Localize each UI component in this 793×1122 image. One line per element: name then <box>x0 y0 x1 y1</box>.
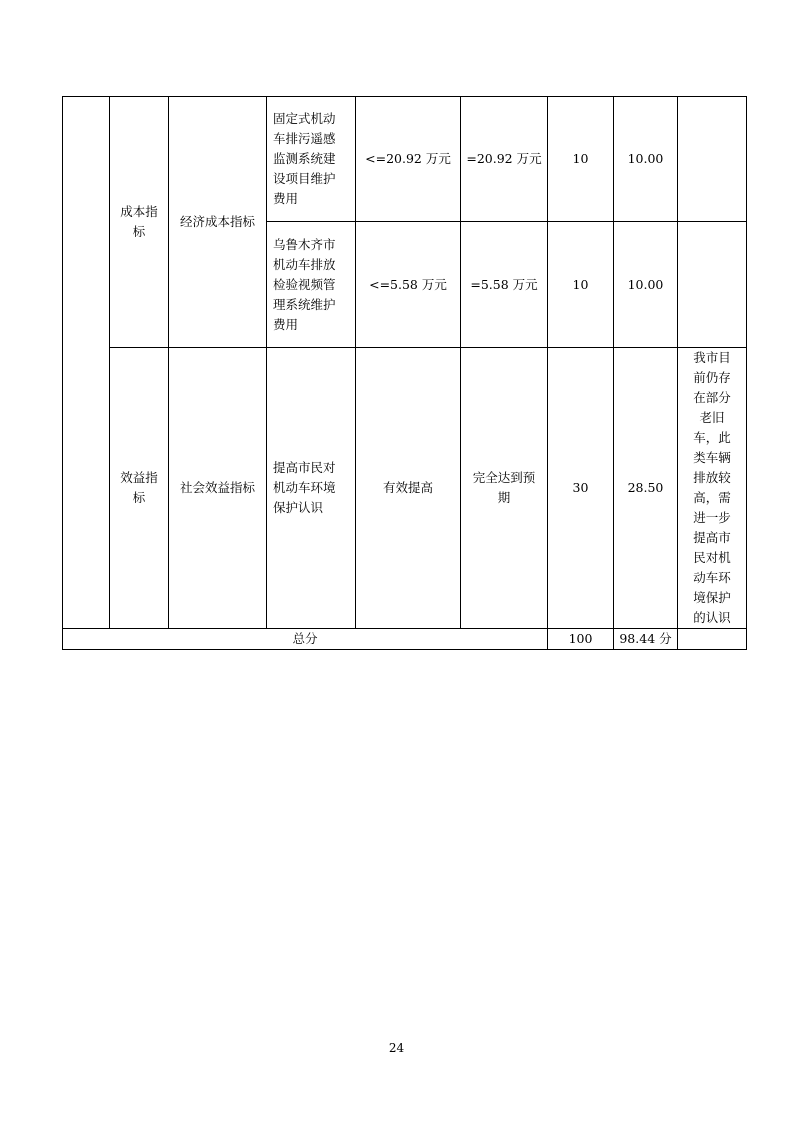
indicator-name: 乌鲁木齐市机动车排放检验视频管理系统维护费用 <box>273 236 336 332</box>
weight-value: 10 <box>572 276 589 292</box>
level2-indicator: 经济成本指标 <box>179 214 255 229</box>
score-cell <box>614 97 678 222</box>
actual-value: =20.92 万元 <box>466 151 542 166</box>
level2-indicator-cell <box>169 348 267 629</box>
total-label: 总分 <box>292 631 318 646</box>
actual-value-cell <box>461 97 548 222</box>
level1-indicator-cell <box>110 348 169 629</box>
actual-value: 完全达到预期 <box>472 470 536 505</box>
weight-cell <box>548 97 614 222</box>
score-value: 10.00 <box>627 276 664 292</box>
total-weight: 100 <box>568 631 593 646</box>
level2-indicator: 社会效益指标 <box>179 480 255 495</box>
category-cell <box>63 97 110 629</box>
total-score: 98.44 分 <box>619 631 672 646</box>
target-value: 有效提高 <box>382 480 433 495</box>
performance-table <box>62 96 747 650</box>
indicator-name-cell <box>267 222 356 348</box>
level2-indicator-cell <box>169 97 267 348</box>
score-cell <box>614 222 678 348</box>
remark-cell <box>678 348 747 629</box>
indicator-name-cell <box>267 348 356 629</box>
indicator-name: 固定式机动车排污遥感监测系统建设项目维护费用 <box>273 111 336 206</box>
total-row <box>63 629 747 650</box>
weight-value: 30 <box>572 480 589 495</box>
remark-text: 我市目前仍存在部分老旧车，此类车辆排放较高，需进一步提高市民对机动车环境保护的认识 <box>693 350 731 625</box>
score-value: 10.00 <box>627 151 664 166</box>
score-value: 28.50 <box>627 480 664 495</box>
total-score-cell <box>614 629 678 650</box>
target-value-cell <box>356 348 461 629</box>
weight-cell <box>548 348 614 629</box>
target-value: <=20.92 万元 <box>365 151 451 166</box>
actual-value-cell <box>461 348 548 629</box>
indicator-name: 提高市民对机动车环境保护认识 <box>273 460 336 515</box>
actual-value: =5.58 万元 <box>470 276 538 292</box>
page-number: 24 <box>388 1041 405 1055</box>
level1-indicator-cell <box>110 97 169 348</box>
target-value: <=5.58 万元 <box>369 276 447 292</box>
weight-value: 10 <box>572 151 589 166</box>
score-cell <box>614 348 678 629</box>
indicator-name-cell <box>267 97 356 222</box>
level1-indicator: 效益指标 <box>120 470 158 505</box>
target-value-cell <box>356 97 461 222</box>
table-row <box>63 97 747 222</box>
target-value-cell <box>356 222 461 348</box>
actual-value-cell <box>461 222 548 348</box>
remark-cell <box>678 222 747 348</box>
weight-cell <box>548 222 614 348</box>
remark-cell <box>678 97 747 222</box>
total-label-cell <box>63 629 548 650</box>
level1-indicator: 成本指标 <box>120 204 158 239</box>
total-weight-cell <box>548 629 614 650</box>
table-row <box>63 348 747 629</box>
total-remark-cell <box>678 629 747 650</box>
